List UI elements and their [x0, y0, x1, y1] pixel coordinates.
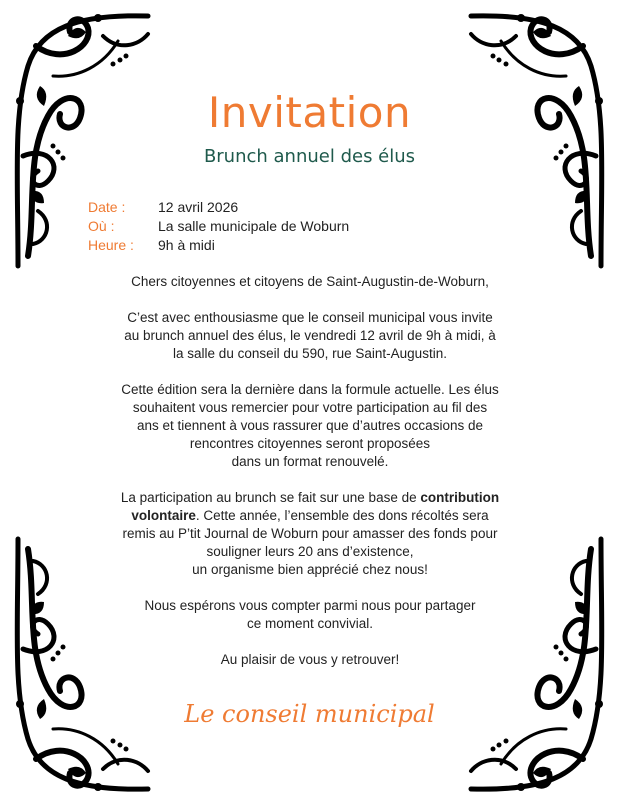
text-segment: . Cette année, l’ensemble des dons récoltés sera [195, 508, 489, 523]
detail-label: Date : [88, 199, 126, 215]
text-line: Chers citoyennes et citoyens de Saint-Augustin-de-Woburn, [131, 274, 489, 289]
closing [60, 651, 560, 669]
corner-ornament-top-right [461, 6, 611, 276]
text-line: rencontres citoyennes seront proposées [189, 436, 431, 451]
greeting [60, 273, 560, 291]
detail-row-location [88, 217, 349, 236]
paragraph-hope [60, 597, 560, 633]
invitation-title: Invitation [207, 88, 412, 137]
detail-value: 9h à midi [158, 237, 215, 253]
text-line [60, 507, 560, 525]
text-line: souligner leurs 20 ans d’existence, [206, 544, 414, 559]
detail-row-date [88, 198, 349, 217]
invitation-body [60, 273, 560, 687]
text-line: dans un format renouvelé. [231, 454, 389, 469]
detail-value: 12 avril 2026 [158, 199, 239, 215]
event-subtitle: Brunch annuel des élus [203, 146, 416, 167]
bold-text: contribution [420, 490, 500, 505]
text-line: ce moment convivial. [246, 616, 374, 631]
text-line: la salle du conseil du 590, rue Saint-Augustin. [173, 346, 447, 361]
text-line: au brunch annuel des élus, le vendredi 12 avril de 9h à midi, à [124, 328, 496, 343]
text-line: un organisme bien apprécié chez nous! [192, 562, 428, 577]
text-line: Au plaisir de vous y retrouver! [220, 652, 400, 667]
detail-row-time [88, 236, 349, 255]
detail-value: La salle municipale de Woburn [158, 218, 350, 234]
bold-text: volontaire [131, 508, 196, 523]
signature: Le conseil municipal [184, 700, 435, 728]
event-details [88, 198, 349, 255]
detail-label: Où : [88, 218, 115, 234]
detail-label: Heure : [88, 237, 134, 253]
paragraph-contribution [60, 489, 560, 579]
text-line [60, 489, 560, 507]
text-segment: La participation au brunch se fait sur une base de [120, 490, 421, 505]
paragraph-last-edition [60, 381, 560, 471]
text-line: Cette édition sera la dernière dans la formule actuelle. Les élus [121, 382, 499, 397]
text-line: C’est avec enthousiasme que le conseil municipal vous invite [127, 310, 493, 325]
paragraph-announcement [60, 309, 560, 363]
text-line: ans et tiennent à vous rassurer que d’autres occasions de [137, 418, 483, 433]
text-line: Nous espérons vous compter parmi nous pour partager [144, 598, 476, 613]
text-line: remis au P’tit Journal de Woburn pour amasser des fonds pour [122, 526, 498, 541]
text-line: souhaitent vous remercier pour votre participation au fil des [132, 400, 488, 415]
